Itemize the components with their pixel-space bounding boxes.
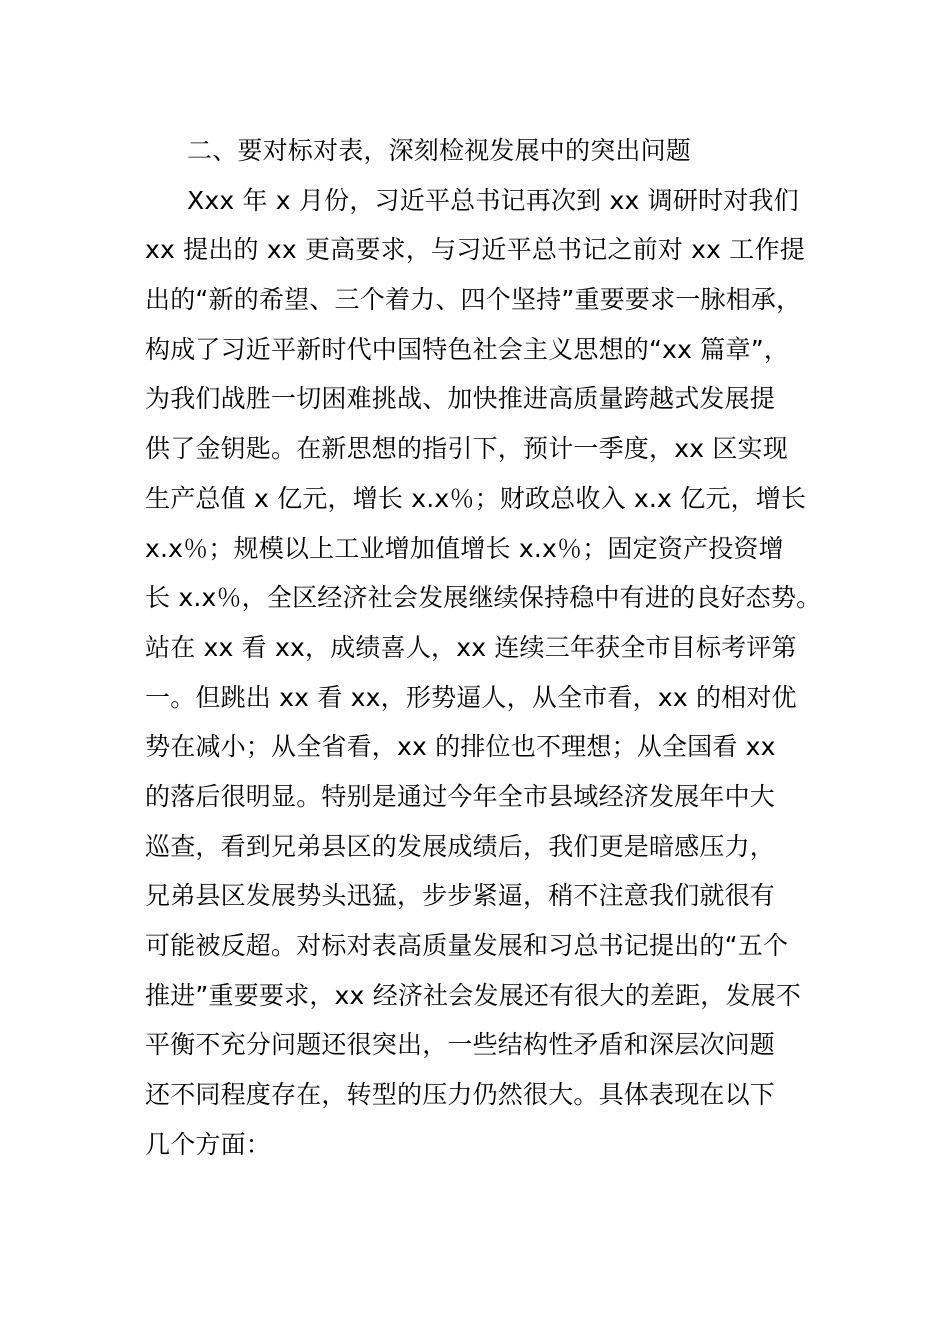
paragraph-line-14: 巡查，看到兄弟县区的发展成绩后，我们更是暗感压力， — [145, 831, 776, 861]
paragraph-line-17: 推进”重要要求，xx 经济社会发展还有很大的差距，发展不 — [145, 980, 802, 1010]
paragraph-line-10: 站在 xx 看 xx，成绩喜人，xx 连续三年获全市目标考评第 — [145, 632, 797, 662]
paragraph-line-3: 出的“新的希望、三个着力、四个坚持”重要要求一脉相承， — [145, 285, 802, 315]
paragraph-line-16: 可能被反超。对标对表高质量发展和习总书记提出的“五个 — [145, 931, 789, 960]
paragraph-line-20: 几个方面： — [145, 1129, 272, 1159]
section-heading: 二、要对标对表，深刻检视发展中的突出问题 — [187, 136, 692, 165]
paragraph-line-8: x.x％；规模以上工业增加值增长 x.x％；固定资产投资增 — [145, 533, 784, 563]
document-body — [145, 126, 835, 1169]
paragraph-line-6: 供了金钥匙。在新思想的指引下，预计一季度，xx 区实现 — [145, 434, 788, 464]
paragraph-line-1: Xxx 年 x 月份，习近平总书记再次到 xx 调研时对我们 — [187, 185, 799, 215]
paragraph-line-19: 还不同程度存在，转型的压力仍然很大。具体表现在以下 — [145, 1080, 776, 1110]
paragraph-line-12: 势在减小；从全省看，xx 的排位也不理想；从全国看 xx — [145, 732, 776, 762]
paragraph-line-13: 的落后很明显。特别是通过今年全市县域经济发展年中大 — [145, 781, 776, 811]
paragraph-line-2: xx 提出的 xx 更高要求，与习近平总书记之前对 xx 工作提 — [145, 235, 805, 265]
paragraph-line-5: 为我们战胜一切困难挑战、加快推进高质量跨越式发展提 — [145, 384, 776, 414]
paragraph-line-7: 生产总值 x 亿元，增长 x.x％；财政总收入 x.x 亿元，增长 — [145, 483, 807, 513]
paragraph-line-18: 平衡不充分问题还很突出，一些结构性矛盾和深层次问题 — [145, 1030, 776, 1060]
paragraph-line-11: 一。但跳出 xx 看 xx，形势逼人，从全市看，xx 的相对优 — [145, 682, 797, 712]
paragraph-line-9: 长 x.x％，全区经济社会发展继续保持稳中有进的良好态势。 — [145, 583, 822, 613]
paragraph-line-15: 兄弟县区发展势头迅猛，步步紧逼，稍不注意我们就很有 — [145, 881, 776, 911]
paragraph-line-4: 构成了习近平新时代中国特色社会主义思想的“xx 篇章”， — [145, 334, 790, 364]
